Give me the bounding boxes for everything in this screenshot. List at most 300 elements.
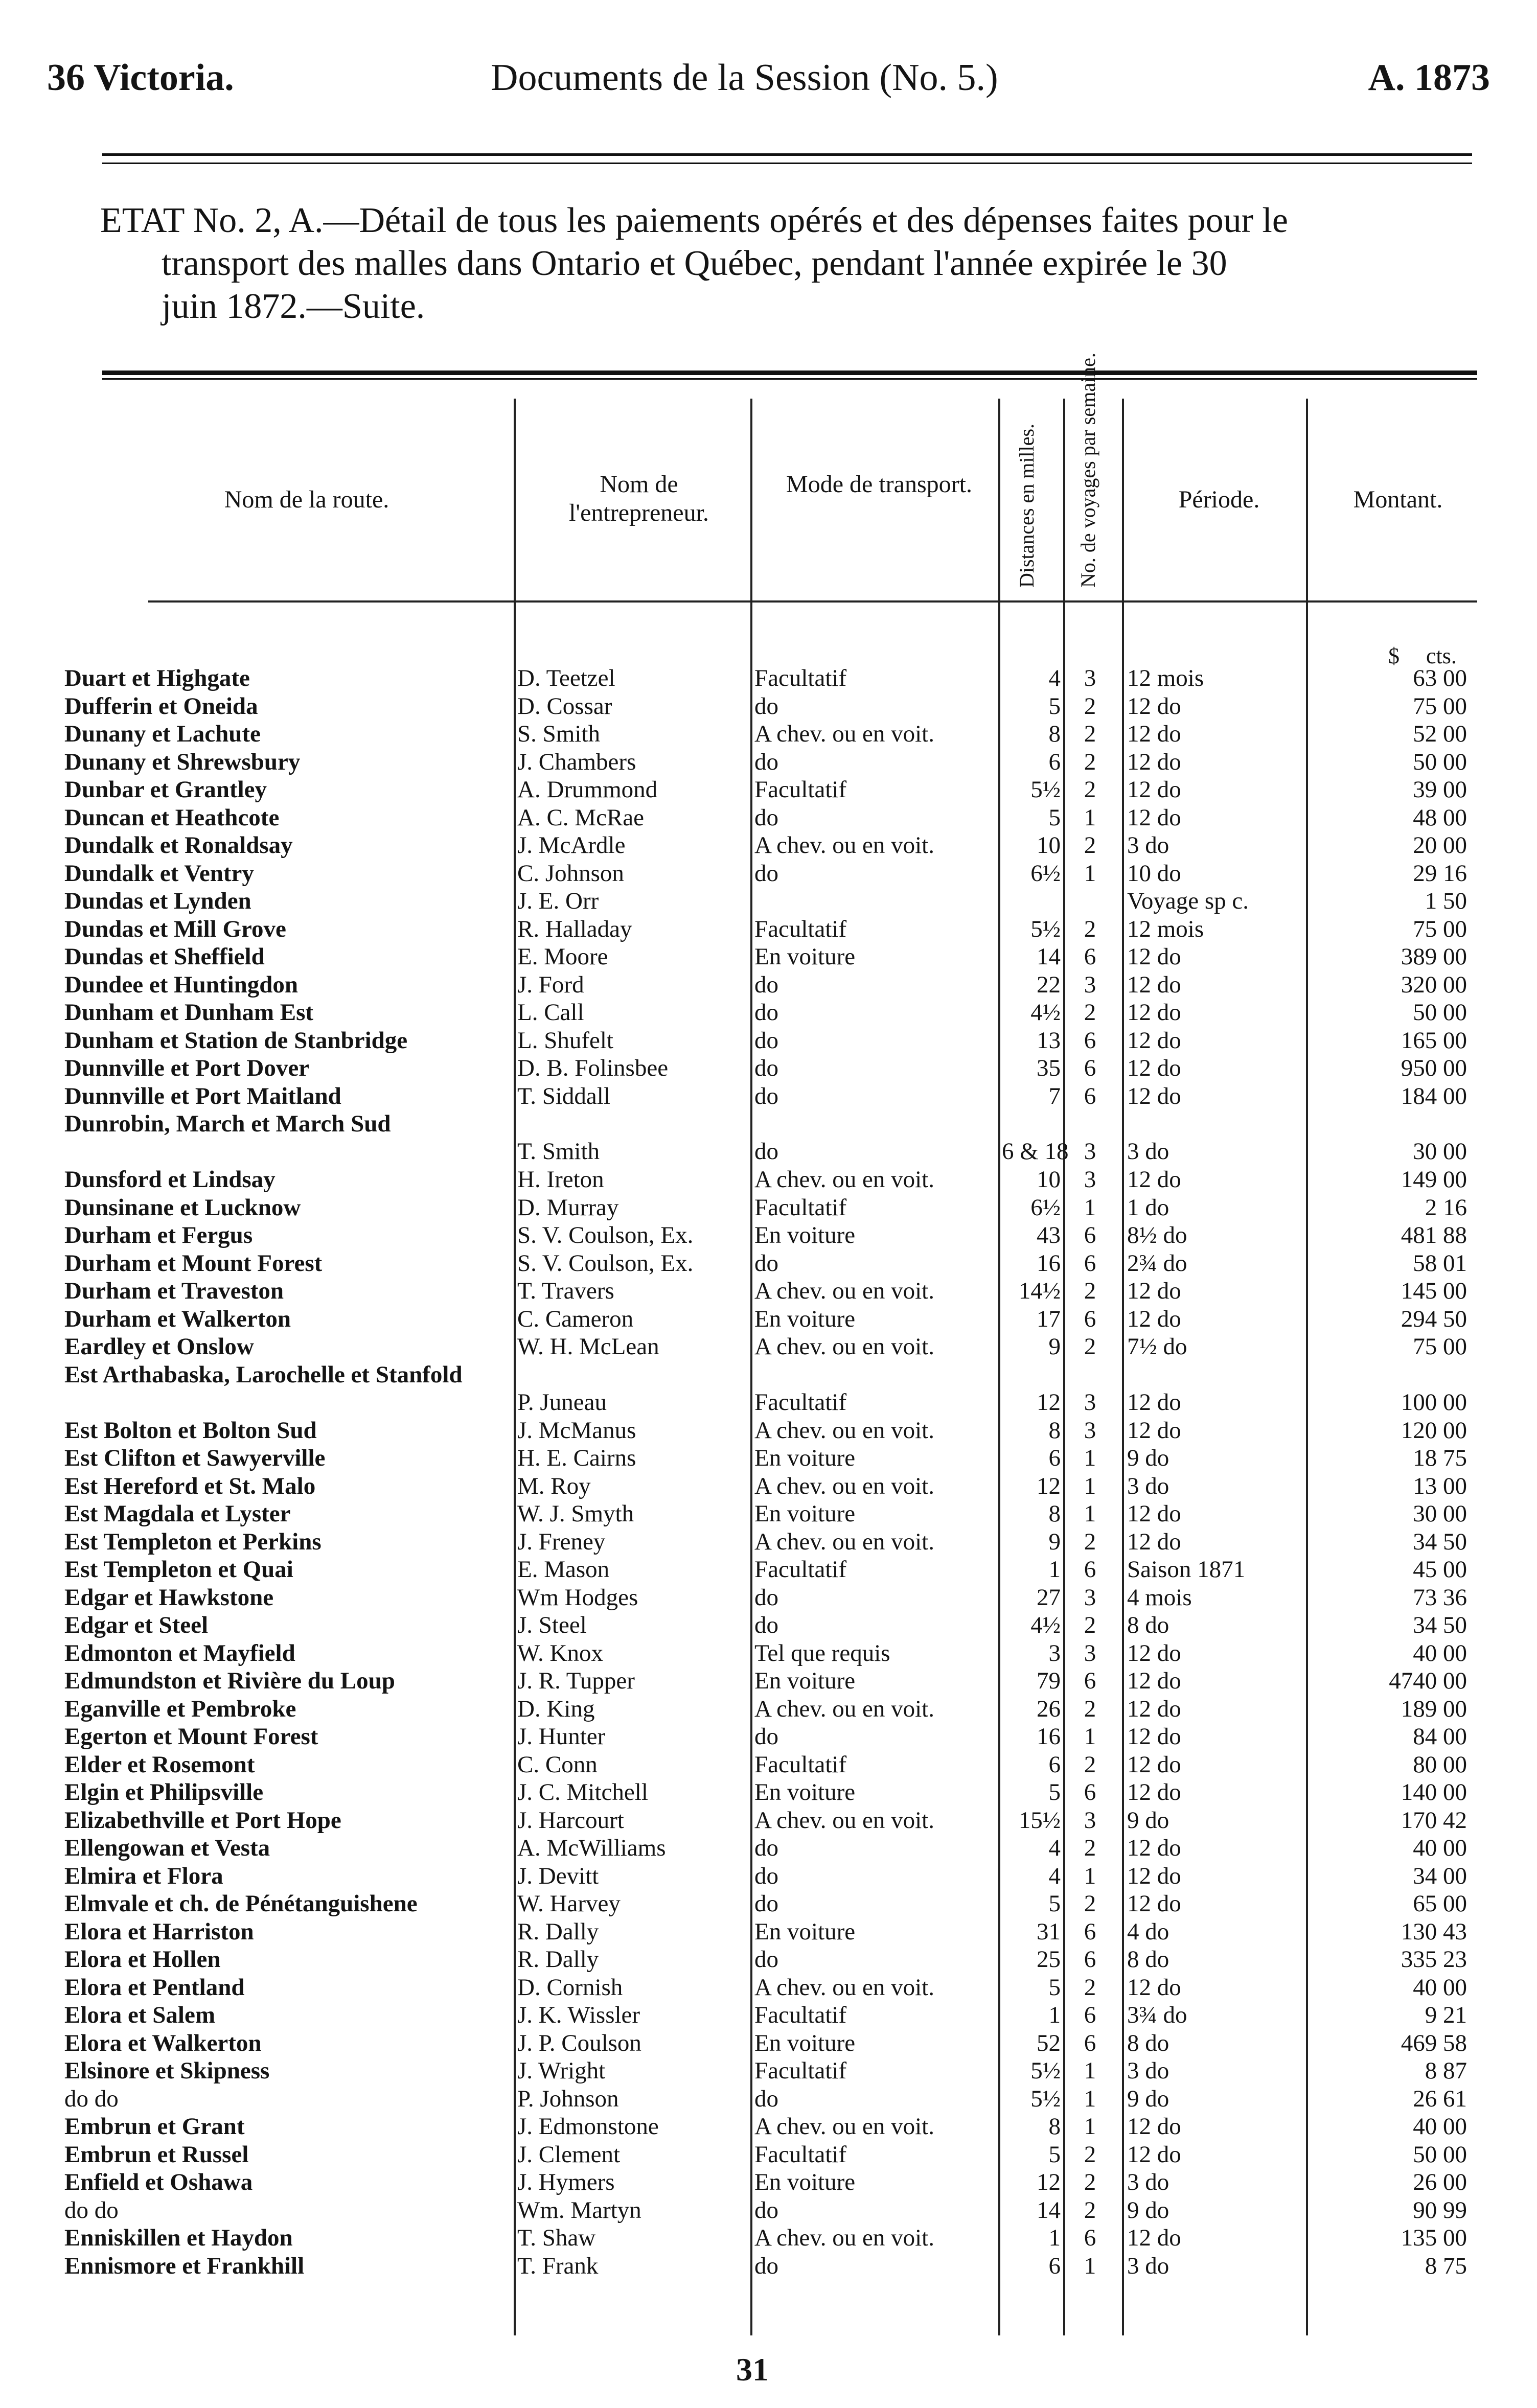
- contractor-cell: D. King: [517, 1695, 595, 1722]
- mode-cell: do: [754, 1612, 778, 1638]
- distance-cell: 6 & 18: [1002, 1138, 1069, 1165]
- distance-cell: 3: [1048, 1639, 1061, 1666]
- distance-cell: 5: [1048, 1890, 1061, 1917]
- distance-cell: 1: [1048, 2002, 1061, 2028]
- contractor-cell: J. C. Mitchell: [517, 1779, 648, 1805]
- amount-cell: 40 00: [1413, 1639, 1467, 1666]
- route-cell: Embrun et Grant: [64, 2113, 245, 2140]
- amount-cell: 30 00: [1413, 1500, 1467, 1527]
- table-row: [0, 1723, 1537, 1751]
- distance-cell: 8: [1048, 1500, 1061, 1527]
- amount-cell: 18 75: [1413, 1445, 1467, 1471]
- contractor-cell: C. Cameron: [517, 1305, 634, 1332]
- mode-cell: do: [754, 1584, 778, 1611]
- distance-cell: 5: [1048, 1974, 1061, 2001]
- period-cell: 12 do: [1127, 1639, 1181, 1666]
- period-cell: Voyage sp c.: [1127, 888, 1249, 914]
- distance-cell: 1: [1048, 2225, 1061, 2251]
- caption-line-1: ETAT No. 2, A.—Détail de tous les paiements opérés et des dépenses faites pour le: [100, 201, 1288, 240]
- table-row: [0, 2252, 1537, 2280]
- distance-cell: 5: [1048, 2141, 1061, 2168]
- mode-cell: En voiture: [754, 1668, 856, 1694]
- amount-cell: 1 50: [1425, 888, 1467, 914]
- route-cell: Elora et Harriston: [64, 1918, 254, 1945]
- mode-cell: A chev. ou en voit.: [754, 1974, 934, 2001]
- distance-cell: 4½: [1030, 1612, 1061, 1638]
- distance-cell: 12: [1037, 2169, 1061, 2195]
- route-cell: Est Bolton et Bolton Sud: [64, 1417, 317, 1444]
- voyages-cell: 6: [1084, 2225, 1096, 2251]
- distance-cell: 1: [1048, 1556, 1061, 1583]
- table-row: [0, 1027, 1537, 1055]
- contractor-cell: J. R. Tupper: [517, 1668, 635, 1694]
- voyages-cell: 3: [1084, 1639, 1096, 1666]
- amount-cell: 50 00: [1413, 748, 1467, 775]
- route-cell: Enfield et Oshawa: [64, 2169, 253, 2195]
- distance-cell: 31: [1037, 1918, 1061, 1945]
- distance-cell: 6: [1048, 2252, 1061, 2279]
- route-cell: Duart et Highgate: [64, 665, 250, 691]
- amount-cell: 149 00: [1401, 1166, 1467, 1193]
- mode-cell: A chev. ou en voit.: [754, 1807, 934, 1834]
- period-cell: 12 do: [1127, 1055, 1181, 1081]
- mode-cell: En voiture: [754, 943, 856, 970]
- period-cell: 4 do: [1127, 1918, 1169, 1945]
- amount-cell: 165 00: [1401, 1027, 1467, 1054]
- contractor-cell: J. McArdle: [517, 832, 626, 859]
- amount-cell: 40 00: [1413, 1835, 1467, 1861]
- table-row: [0, 1305, 1537, 1333]
- mode-cell: A chev. ou en voit.: [754, 1333, 934, 1360]
- contractor-cell: T. Siddall: [517, 1082, 610, 1109]
- mode-cell: A chev. ou en voit.: [754, 1417, 934, 1444]
- distance-cell: 16: [1037, 1723, 1061, 1750]
- amount-cell: 100 00: [1401, 1388, 1467, 1416]
- period-cell: 12 do: [1127, 1779, 1181, 1805]
- voyages-cell: 3: [1084, 1388, 1096, 1416]
- period-cell: 12 do: [1127, 971, 1181, 998]
- contractor-cell: C. Johnson: [517, 860, 624, 887]
- amount-cell: 481 88: [1401, 1222, 1467, 1248]
- period-cell: 12 do: [1127, 1500, 1181, 1527]
- mode-cell: do: [754, 1082, 778, 1109]
- period-cell: 12 do: [1127, 2113, 1181, 2140]
- route-cell: Est Arthabaska, Larochelle et Stanfold: [64, 1361, 463, 1388]
- route-cell: Dundas et Mill Grove: [64, 915, 286, 942]
- period-cell: 12 do: [1127, 1890, 1181, 1917]
- voyages-cell: 1: [1084, 1723, 1096, 1750]
- distance-cell: 17: [1037, 1305, 1061, 1332]
- distance-cell: 12: [1037, 1472, 1061, 1499]
- mode-cell: do: [754, 1027, 778, 1054]
- table-row: [0, 2029, 1537, 2057]
- table-row: [0, 915, 1537, 943]
- voyages-cell: 2: [1084, 2169, 1096, 2195]
- table-row: [0, 1444, 1537, 1472]
- contractor-cell: S. V. Coulson, Ex.: [517, 1249, 694, 1277]
- voyages-cell: 1: [1084, 860, 1096, 887]
- mode-cell: Facultatif: [754, 1751, 847, 1778]
- distance-cell: 14½: [1018, 1278, 1061, 1304]
- period-cell: 7½ do: [1127, 1333, 1187, 1360]
- period-cell: 12 do: [1127, 1082, 1181, 1109]
- col-head-voyages: No. de voyages par semaine.: [1076, 353, 1099, 588]
- voyages-cell: 6: [1084, 1055, 1096, 1081]
- contractor-cell: Wm. Martyn: [517, 2196, 641, 2224]
- amount-cell: 50 00: [1413, 999, 1467, 1026]
- amount-cell: 26 61: [1413, 2085, 1467, 2112]
- route-cell: Elmvale et ch. de Pénétanguishene: [64, 1890, 418, 1917]
- table-row: [0, 1974, 1537, 2002]
- amount-cell: 34 00: [1413, 1862, 1467, 1889]
- table-row: [0, 1277, 1537, 1305]
- voyages-cell: 1: [1084, 2252, 1096, 2279]
- voyages-cell: 6: [1084, 943, 1096, 970]
- distance-cell: 5: [1048, 692, 1061, 720]
- table-row: [0, 1556, 1537, 1584]
- contractor-cell: W. J. Smyth: [517, 1500, 634, 1527]
- voyages-cell: 2: [1084, 1695, 1096, 1722]
- mode-cell: do: [754, 971, 778, 998]
- contractor-cell: S. V. Coulson, Ex.: [517, 1222, 694, 1248]
- contractor-cell: L. Call: [517, 999, 584, 1026]
- route-cell: Edmonton et Mayfield: [64, 1639, 295, 1666]
- mode-cell: En voiture: [754, 1500, 856, 1527]
- route-cell: Dunsford et Lindsay: [64, 1166, 276, 1193]
- table-row: [0, 1500, 1537, 1528]
- period-cell: 1 do: [1127, 1194, 1169, 1221]
- col-head-period: Période.: [1178, 486, 1260, 513]
- route-cell: Dundalk et Ronaldsay: [64, 832, 293, 859]
- table-row: [0, 887, 1537, 915]
- route-cell: Elmira et Flora: [64, 1862, 223, 1889]
- distance-cell: 5½: [1030, 2085, 1061, 2112]
- amount-cell: 135 00: [1401, 2225, 1467, 2251]
- period-cell: 12 do: [1127, 943, 1181, 970]
- amount-cell: 73 36: [1413, 1584, 1467, 1611]
- caption-line-2: transport des malles dans Ontario et Québec, pendant l'année expirée le 30: [162, 244, 1227, 283]
- period-cell: Saison 1871: [1127, 1556, 1246, 1583]
- distance-cell: 10: [1037, 832, 1061, 859]
- period-cell: 12 do: [1127, 2141, 1181, 2168]
- amount-cell: 13 00: [1413, 1472, 1467, 1499]
- contractor-cell: C. Conn: [517, 1751, 598, 1778]
- table-row: [0, 1667, 1537, 1695]
- table-row: [0, 1528, 1537, 1556]
- page-number: 31: [736, 2351, 769, 2388]
- amount-cell: 50 00: [1413, 2141, 1467, 2168]
- contractor-cell: T. Frank: [517, 2252, 599, 2279]
- route-cell: Ellengowan et Vesta: [64, 1835, 270, 1861]
- period-cell: 12 do: [1127, 721, 1181, 747]
- table-row: [0, 1054, 1537, 1082]
- amount-cell: 130 43: [1401, 1918, 1467, 1945]
- distance-cell: 10: [1037, 1166, 1061, 1193]
- contractor-cell: J. Hunter: [517, 1723, 606, 1750]
- amount-cell: 170 42: [1401, 1807, 1467, 1834]
- period-cell: 2¾ do: [1127, 1249, 1187, 1277]
- amount-cell: 63 00: [1413, 665, 1467, 691]
- distance-cell: 25: [1037, 1946, 1061, 1973]
- period-cell: 3 do: [1127, 1138, 1169, 1165]
- table-row: [0, 2113, 1537, 2141]
- route-cell: Edmundston et Rivière du Loup: [64, 1668, 395, 1694]
- amount-cell: 40 00: [1413, 2113, 1467, 2140]
- amount-cell: 90 99: [1413, 2196, 1467, 2224]
- contractor-cell: T. Travers: [517, 1278, 614, 1304]
- table-row: [0, 692, 1537, 721]
- table-row: [0, 1695, 1537, 1723]
- route-cell: Est Magdala et Lyster: [64, 1500, 291, 1527]
- voyages-cell: 6: [1084, 1027, 1096, 1054]
- col-head-distance: Distances en milles.: [1015, 423, 1038, 588]
- amount-cell: 29 16: [1413, 860, 1467, 887]
- voyages-cell: 3: [1084, 1807, 1096, 1834]
- route-cell: Durham et Fergus: [64, 1222, 253, 1248]
- mode-cell: do: [754, 1862, 778, 1889]
- amount-cell: 189 00: [1401, 1695, 1467, 1722]
- route-cell: Elsinore et Skipness: [64, 2057, 270, 2084]
- voyages-cell: 2: [1084, 1890, 1096, 1917]
- mode-cell: do: [754, 1835, 778, 1861]
- distance-cell: 4: [1048, 665, 1061, 691]
- contractor-cell: J. Ford: [517, 971, 584, 998]
- amount-cell: 9 21: [1425, 2002, 1467, 2028]
- voyages-cell: 6: [1084, 1249, 1096, 1277]
- voyages-cell: 2: [1084, 1835, 1096, 1861]
- mode-cell: En voiture: [754, 1918, 856, 1945]
- voyages-cell: 6: [1084, 2029, 1096, 2056]
- mode-cell: Facultatif: [754, 665, 847, 691]
- voyages-cell: 1: [1084, 1194, 1096, 1221]
- distance-cell: 26: [1037, 1695, 1061, 1722]
- route-cell: Durham et Traveston: [64, 1278, 284, 1304]
- contractor-cell: D. B. Folinsbee: [517, 1055, 669, 1081]
- voyages-cell: 1: [1084, 2113, 1096, 2140]
- mode-cell: En voiture: [754, 2169, 856, 2195]
- voyages-cell: 2: [1084, 776, 1096, 803]
- voyages-cell: 2: [1084, 1612, 1096, 1638]
- mode-cell: Tel que requis: [754, 1639, 890, 1666]
- period-cell: 3¾ do: [1127, 2002, 1187, 2028]
- contractor-cell: S. Smith: [517, 721, 600, 747]
- mode-cell: En voiture: [754, 1222, 856, 1248]
- contractor-cell: H. Ireton: [517, 1166, 604, 1193]
- distance-cell: 4½: [1030, 999, 1061, 1026]
- amount-cell: 8 87: [1425, 2057, 1467, 2084]
- distance-cell: 9: [1048, 1528, 1061, 1555]
- amount-cell: 84 00: [1413, 1723, 1467, 1750]
- route-cell: Dunnville et Port Maitland: [64, 1082, 341, 1109]
- period-cell: 12 do: [1127, 748, 1181, 775]
- distance-cell: 5: [1048, 1779, 1061, 1805]
- period-cell: 10 do: [1127, 860, 1181, 887]
- table-row: [0, 1166, 1537, 1194]
- route-cell: Edgar et Steel: [64, 1612, 209, 1638]
- period-cell: 3 do: [1127, 2057, 1169, 2084]
- amount-cell: 26 00: [1413, 2169, 1467, 2195]
- table-row: [0, 1361, 1537, 1417]
- distance-cell: 6½: [1030, 1194, 1061, 1221]
- contractor-cell: J. McManus: [517, 1417, 636, 1444]
- mode-cell: En voiture: [754, 1779, 856, 1805]
- table-row: [0, 1639, 1537, 1668]
- table-row: [0, 1584, 1537, 1612]
- route-cell: Elder et Rosemont: [64, 1751, 255, 1778]
- amount-cell: 335 23: [1401, 1946, 1467, 1973]
- table-row: [0, 943, 1537, 971]
- period-cell: 3 do: [1127, 1472, 1169, 1499]
- voyages-cell: 2: [1084, 1333, 1096, 1360]
- period-cell: 3 do: [1127, 2252, 1169, 2279]
- amount-cell: 30 00: [1413, 1138, 1467, 1165]
- col-head-route: Nom de la route.: [224, 486, 389, 513]
- contractor-cell: J. Harcourt: [517, 1807, 624, 1834]
- amount-cell: 40 00: [1413, 1974, 1467, 2001]
- period-cell: 12 do: [1127, 1695, 1181, 1722]
- voyages-cell: 2: [1084, 832, 1096, 859]
- distance-cell: 27: [1037, 1584, 1061, 1611]
- mode-cell: Facultatif: [754, 776, 847, 803]
- table-row: [0, 831, 1537, 860]
- contractor-cell: P. Juneau: [517, 1388, 607, 1416]
- mode-cell: A chev. ou en voit.: [754, 721, 934, 747]
- table-row: [0, 999, 1537, 1027]
- amount-cell: 2 16: [1425, 1194, 1467, 1221]
- period-cell: 12 do: [1127, 2225, 1181, 2251]
- route-cell: Est Templeton et Quai: [64, 1556, 293, 1583]
- amount-cell: 52 00: [1413, 721, 1467, 747]
- contractor-cell: J. E. Orr: [517, 888, 599, 914]
- table-row: [0, 2001, 1537, 2029]
- contractor-cell: J. Edmonstone: [517, 2113, 659, 2140]
- distance-cell: 5½: [1030, 915, 1061, 942]
- period-cell: 3 do: [1127, 2169, 1169, 2195]
- mode-cell: A chev. ou en voit.: [754, 2113, 934, 2140]
- mode-cell: En voiture: [754, 2029, 856, 2056]
- table-row: [0, 1417, 1537, 1445]
- table-row: [0, 1751, 1537, 1779]
- table-row: [0, 1946, 1537, 1974]
- voyages-cell: 2: [1084, 915, 1096, 942]
- col-head-mode: Mode de transport.: [786, 471, 972, 498]
- period-cell: 12 do: [1127, 1723, 1181, 1750]
- distance-cell: 79: [1037, 1668, 1061, 1694]
- table-top-rule-thin: [102, 378, 1477, 380]
- route-cell: Est Clifton et Sawyerville: [64, 1445, 326, 1471]
- route-cell: Eganville et Pembroke: [64, 1695, 296, 1722]
- route-cell: Dundalk et Ventry: [64, 860, 254, 887]
- contractor-cell: J. Wright: [517, 2057, 606, 2084]
- route-cell: Embrun et Russel: [64, 2141, 249, 2168]
- period-cell: 12 do: [1127, 1027, 1181, 1054]
- amount-cell: 140 00: [1401, 1779, 1467, 1805]
- caption-line-3: juin 1872.—Suite.: [162, 287, 425, 326]
- period-cell: 12 do: [1127, 1166, 1181, 1193]
- table-row: [0, 720, 1537, 748]
- header-rule-bottom: [102, 163, 1472, 164]
- distance-cell: 4: [1048, 1835, 1061, 1861]
- table-row: [0, 1110, 1537, 1166]
- mode-cell: do: [754, 1249, 778, 1277]
- contractor-cell: T. Smith: [517, 1138, 600, 1165]
- route-cell: Duncan et Heathcote: [64, 804, 280, 831]
- contractor-cell: D. Teetzel: [517, 665, 615, 691]
- mode-cell: A chev. ou en voit.: [754, 1472, 934, 1499]
- mode-cell: Facultatif: [754, 1556, 847, 1583]
- route-cell: Dunham et Dunham Est: [64, 999, 314, 1026]
- route-cell: Dundee et Huntingdon: [64, 971, 299, 998]
- amount-cell: 75 00: [1413, 915, 1467, 942]
- contractor-cell: R. Dally: [517, 1918, 599, 1945]
- mode-cell: Facultatif: [754, 2057, 847, 2084]
- table-row: [0, 1862, 1537, 1890]
- amount-cell: 950 00: [1401, 1055, 1467, 1081]
- amount-cell: 184 00: [1401, 1082, 1467, 1109]
- mode-cell: do: [754, 1138, 778, 1165]
- amount-cell: 4740 00: [1389, 1668, 1467, 1694]
- mode-cell: do: [754, 860, 778, 887]
- contractor-cell: J. K. Wissler: [517, 2002, 640, 2028]
- route-cell: do do: [64, 2085, 119, 2112]
- amount-cell: 469 58: [1401, 2029, 1467, 2056]
- table-row: [0, 776, 1537, 804]
- amount-cell: 75 00: [1413, 692, 1467, 720]
- amount-cell: 39 00: [1413, 776, 1467, 803]
- mode-cell: A chev. ou en voit.: [754, 2225, 934, 2251]
- mode-cell: A chev. ou en voit.: [754, 832, 934, 859]
- distance-cell: 35: [1037, 1055, 1061, 1081]
- table-row: [0, 2196, 1537, 2225]
- mode-cell: A chev. ou en voit.: [754, 1528, 934, 1555]
- mode-cell: Facultatif: [754, 2141, 847, 2168]
- mode-cell: A chev. ou en voit.: [754, 1278, 934, 1304]
- distance-cell: 6: [1048, 748, 1061, 775]
- table-row: [0, 1082, 1537, 1110]
- voyages-cell: 1: [1084, 804, 1096, 831]
- mode-cell: do: [754, 2196, 778, 2224]
- table-row: [0, 748, 1537, 776]
- route-cell: Dunham et Station de Stanbridge: [64, 1027, 408, 1054]
- period-cell: 8½ do: [1127, 1222, 1187, 1248]
- amount-cell: 145 00: [1401, 1278, 1467, 1304]
- contractor-cell: J. Clement: [517, 2141, 621, 2168]
- contractor-cell: J. P. Coulson: [517, 2029, 641, 2056]
- distance-cell: 8: [1048, 2113, 1061, 2140]
- table-row: [0, 804, 1537, 832]
- route-cell: Elora et Salem: [64, 2002, 215, 2028]
- voyages-cell: 2: [1084, 692, 1096, 720]
- distance-cell: 14: [1037, 943, 1061, 970]
- voyages-cell: 6: [1084, 1222, 1096, 1248]
- period-cell: 9 do: [1127, 1445, 1169, 1471]
- distance-cell: 6: [1048, 1751, 1061, 1778]
- table-row: [0, 1918, 1537, 1946]
- voyages-cell: 6: [1084, 1082, 1096, 1109]
- route-cell: Dunany et Shrewsbury: [64, 748, 301, 775]
- route-cell: Dunany et Lachute: [64, 721, 261, 747]
- header-right: A. 1873: [1368, 57, 1490, 99]
- route-cell: Durham et Mount Forest: [64, 1249, 323, 1277]
- table-row: [0, 2168, 1537, 2196]
- unit-cents: cts.: [1426, 643, 1457, 668]
- header-underline: [148, 600, 1477, 603]
- contractor-cell: D. Murray: [517, 1194, 619, 1221]
- table-row: [0, 2224, 1537, 2252]
- contractor-cell: J. Steel: [517, 1612, 587, 1638]
- voyages-cell: 3: [1084, 1584, 1096, 1611]
- period-cell: 4 mois: [1127, 1584, 1192, 1611]
